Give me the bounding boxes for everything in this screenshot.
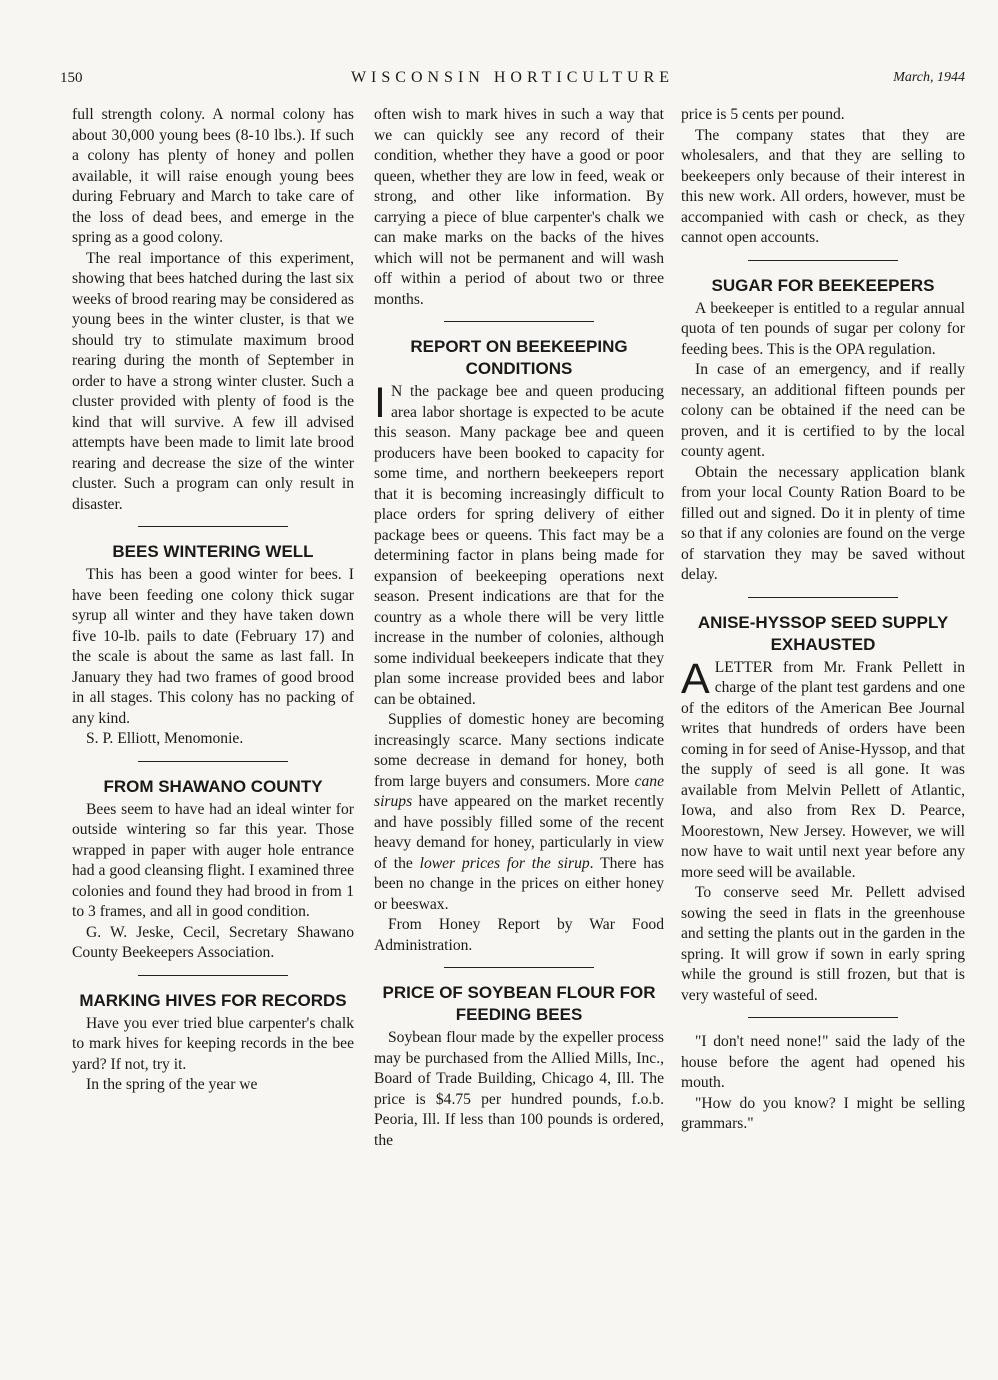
- heading-marking-hives: MARKING HIVES FOR RECORDS: [79, 990, 347, 1010]
- paragraph: In the spring of the year we: [86, 1076, 258, 1093]
- drop-cap: I: [374, 379, 386, 427]
- paragraph: The real importance of this experiment, showing that bees hatched during the last six weeks of brood rearing may be considered as young bees in the winter cluster, is that we should try to stimulate maximum brood rearing during the month of September in order to have a strong winter cluster. Such a cluster provided with plenty of food is the kind that will survive. A few ill advised attempts have been made to limit late brood rearing and decrease the size of the winter cluster. Such a program can only result in disaster.: [72, 249, 354, 513]
- paragraph: In case of an emergency, and if really necessary, an additional fifteen pounds per colony can be obtained if the need can be proven, and it is certified to by the local county agent.: [681, 361, 965, 460]
- paragraph: This has been a good winter for bees. I have been feeding one colony thick sugar syrup all winter and they have taken down five 10-lb. pails to date (February 17) and the scale is about the same as last fall. In January they had two frames of good brood in all stages. This colony has no packing of any kind.: [72, 566, 354, 727]
- heading-price-of-soybean-flour: PRICE OF SOYBEAN FLOUR FOR FEEDING BEES: [382, 983, 656, 1024]
- section-divider: [748, 597, 898, 598]
- paragraph: Bees seem to have had an ideal winter for outside wintering so far this year. Those wrapped in paper with auger hole entrance had a good cleansing flight. I examined three colonies and found they had brood in from 1 to 3 frames, and all in good condition.: [72, 800, 354, 920]
- italic-text: lower prices for the sirup: [419, 854, 590, 872]
- section-divider: [444, 967, 594, 968]
- drop-cap: A: [681, 654, 710, 703]
- column-2: [374, 105, 664, 1151]
- section-divider: [748, 1017, 898, 1018]
- paragraph: A beekeeper is entitled to a regular annual quota of ten pounds of sugar per colony for feeding bees. This is the OPA regulation.: [681, 299, 965, 358]
- paragraph: Soybean flour made by the expeller process may be purchased from the Allied Mills, Inc., Board of Trade Building, Chicago 4, Ill. The price is $4.75 per hundred pounds, f.o.b. Peoria, Ill. If less than 100 pounds is ordered, the: [374, 1029, 664, 1149]
- italic-text: cane sirups: [374, 772, 664, 810]
- section-divider: [444, 321, 594, 322]
- paragraph-text: LETTER from Mr. Frank Pellett in charge of the plant test gardens and one of the editors of the American Bee Journal writes that hundreds of orders have been coming in for seed of Anise-Hyssop, and that the supply of seed is all gone. It was available from Melvin Pellett of Atlantic, Iowa, and also from Rex D. Pearce, Moorestown, New Jersey. However, we will now have to wait until next year before any more seed will be available.: [681, 658, 965, 881]
- heading-sugar-for-beekeepers: SUGAR FOR BEEKEEPERS: [711, 275, 935, 295]
- section-divider: [138, 975, 288, 976]
- issue-date: March, 1944: [893, 70, 965, 85]
- paragraph: [681, 654, 965, 884]
- paragraph: full strength colony. A normal colony has about 30,000 young bees (8-10 lbs.). If such a colony has plenty of honey and pollen available, it will raise enough young bees during February and March to take care of the loss of dead bees, and emerge in the spring as a good colony.: [72, 106, 354, 246]
- paragraph: Have you ever tried blue carpenter's chalk to mark hives for keeping records in the bee yard? If not, try it.: [72, 1014, 354, 1073]
- text-run: . There has been no change in the prices on either honey or beeswax.: [374, 854, 664, 913]
- section-divider: [138, 761, 288, 762]
- heading-anise-hyssop-seed: ANISE-HYSSOP SEED SUPPLY EXHAUSTED: [697, 612, 949, 654]
- paragraph: To conserve seed Mr. Pellett advised sowing the seed in flats in the greenhouse and setting the plants out in the garden in the spring. It will grow if sown in early spring while the ground is still frozen, but that is very wasteful of seed.: [681, 884, 965, 1004]
- section-divider: [748, 260, 898, 261]
- heading-bees-wintering-well: BEES WINTERING WELL: [112, 542, 314, 561]
- paragraph: [374, 379, 664, 710]
- text-run: Supplies of domestic honey are becoming increasingly scarce. Many sections indicate some decrease in demand for honey, both from large buyers and consumers. More: [374, 711, 664, 790]
- heading-report-on-beekeeping: REPORT ON BEEKEEPING CONDITIONS: [410, 337, 628, 378]
- joke-line: "How do you know? I might be selling grammars.": [681, 1094, 965, 1132]
- page-header: [60, 66, 965, 96]
- signature: G. W. Jeske, Cecil, Secretary Shawano County Beekeepers Association.: [72, 923, 354, 961]
- text-run: have appeared on the market recently and have possibly filled some of the recent heavy demand for honey, particularly in view of the: [374, 793, 664, 872]
- column-1: [72, 105, 354, 1096]
- joke-line: "I don't need none!" said the lady of the house before the agent had opened his mouth.: [681, 1033, 965, 1091]
- source-note: From Honey Report by War Food Administration.: [374, 916, 664, 954]
- paragraph: often wish to mark hives in such a way that we can quickly see any record of their condition, whether they have a good or poor queen, whether they are low in feed, weak or strong, and other like information. By carrying a piece of blue carpenter's chalk we can make marks on the backs of the hives which will not be permanent and will wash off within a period of about two or three months.: [374, 106, 664, 308]
- page-number: 150: [60, 70, 83, 86]
- paragraph: Obtain the necessary application blank from your local County Ration Board to be filled out and signed. Do it in plenty of time so that if any colonies are found on the verge of starvation they may be saved without delay.: [681, 463, 965, 583]
- heading-from-shawano-county: FROM SHAWANO COUNTY: [103, 776, 323, 796]
- signature: S. P. Elliott, Menomonie.: [86, 730, 244, 747]
- paragraph-text: N the package bee and queen producing area labor shortage is expected to be acute this season. Many package bee and queen producers have been booked to capacity for some time, and northern beekeepers report that it is becoming increasingly difficult to place orders for spring delivery of either package bees or queens. This fact may be a determining factor in plans being made for expansion of beekeeping operations next season. Present indications are that for the country as a whole there will be very little increase in the number of colonies, although some individual beekeepers indicate that they plan some increase provided bees and labor can be obtained.: [374, 383, 664, 708]
- column-3: [681, 105, 965, 1135]
- section-divider: [138, 526, 288, 527]
- journal-title: WISCONSIN HORTICULTURE: [350, 69, 675, 86]
- paragraph: The company states that they are wholesalers, and that they are selling to beekeepers only because of their interest in this new work. All orders, however, must be accompanied with cash or check, as they cannot open accounts.: [681, 126, 965, 246]
- paragraph: price is 5 cents per pound.: [681, 106, 845, 123]
- paragraph: [374, 710, 664, 915]
